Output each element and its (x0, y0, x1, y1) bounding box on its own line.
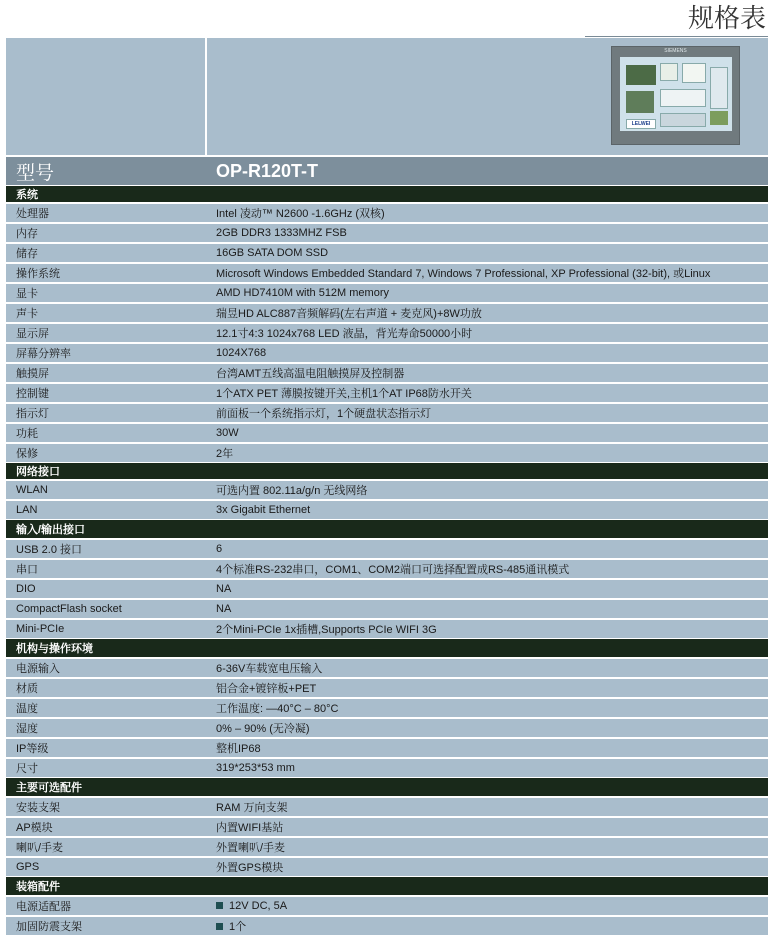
spec-value: 瑞昱HD ALC887音频解码(左右声道 + 麦克风)+8W功放 (216, 308, 482, 320)
spec-value: NA (216, 603, 232, 615)
spec-row (6, 383, 768, 403)
spec-label: CompactFlash socket (6, 599, 206, 619)
spec-value: 12V DC, 5A (229, 900, 288, 912)
spec-row (6, 857, 768, 877)
spec-value-cell (206, 423, 768, 443)
spec-label: 电源适配器 (6, 896, 206, 916)
spec-value-cell (206, 579, 768, 599)
spec-label: DIO (6, 579, 206, 599)
screen-panel (626, 65, 656, 85)
spec-label: 功耗 (6, 423, 206, 443)
spec-label: 湿度 (6, 718, 206, 738)
spec-value: 铝合金+镀锌板+PET (216, 683, 317, 695)
spec-value: 6 (216, 543, 223, 555)
spec-value: 4个标准RS-232串口，COM1、COM2端口可选择配置成RS-485通讯模式 (216, 564, 570, 576)
spec-value: 6-36V车载宽电压输入 (216, 663, 323, 675)
spec-value: AMD HD7410M with 512M memory (216, 287, 389, 299)
spec-label: 尺寸 (6, 758, 206, 778)
header-image-cell (206, 38, 768, 156)
section-title: 系统 (6, 186, 206, 204)
spec-value: Microsoft Windows Embedded Standard 7, Windows 7 Professional, XP Professional (32-bit), 或Linux (216, 268, 711, 280)
spec-value-cell (206, 758, 768, 778)
screen-panel (710, 67, 728, 109)
screen-panel (710, 111, 728, 125)
spec-label: WLAN (6, 480, 206, 500)
section-blank (206, 778, 768, 798)
spec-value: NA (216, 583, 232, 595)
model-label: 型号 (6, 156, 206, 186)
spec-value-cell (206, 480, 768, 500)
spec-value: 1个 (229, 921, 247, 933)
spec-row (6, 599, 768, 619)
spec-row (6, 658, 768, 678)
spec-label: 温度 (6, 698, 206, 718)
section-header (6, 877, 768, 897)
spec-value: 可选内置 802.11a/g/n 无线网络 (216, 485, 368, 497)
spec-label: USB 2.0 接口 (6, 539, 206, 559)
spec-value: 外置GPS模块 (216, 862, 284, 874)
spec-row (6, 579, 768, 599)
spec-value-cell (206, 896, 768, 916)
spec-value-cell (206, 343, 768, 363)
product-image (611, 46, 740, 145)
spec-row (6, 243, 768, 263)
spec-value-cell (206, 837, 768, 857)
spec-value-cell (206, 797, 768, 817)
spec-value: 319*253*53 mm (216, 762, 295, 774)
device-brand-mark: SIEMENS (664, 48, 687, 54)
spec-label: Mini-PCIe (6, 619, 206, 639)
spec-row (6, 303, 768, 323)
spec-value: 1024X768 (216, 347, 267, 359)
spec-label: 显卡 (6, 283, 206, 303)
section-title: 主要可选配件 (6, 778, 206, 798)
spec-table (6, 38, 768, 935)
spec-row (6, 738, 768, 758)
spec-row (6, 797, 768, 817)
spec-row (6, 423, 768, 443)
screen-panel (626, 91, 654, 113)
spec-row (6, 619, 768, 639)
section-header (6, 639, 768, 659)
spec-value-cell (206, 658, 768, 678)
spec-value: 外置喇叭/手麦 (216, 842, 286, 854)
section-blank (206, 463, 768, 481)
spec-row (6, 323, 768, 343)
spec-label: IP等级 (6, 738, 206, 758)
spec-row (6, 896, 768, 916)
spec-row (6, 443, 768, 463)
spec-label: 串口 (6, 559, 206, 579)
spec-row (6, 837, 768, 857)
section-header (6, 778, 768, 798)
section-blank (206, 520, 768, 540)
section-header (6, 463, 768, 481)
spec-row (6, 480, 768, 500)
section-blank (206, 639, 768, 659)
device-screen (620, 57, 732, 131)
section-blank (206, 186, 768, 204)
spec-label: 加固防震支架 (6, 916, 206, 935)
spec-label: 储存 (6, 243, 206, 263)
spec-label: 保修 (6, 443, 206, 463)
spec-row (6, 698, 768, 718)
spec-value: 整机IP68 (216, 743, 261, 755)
spec-value: RAM 万向支架 (216, 802, 288, 814)
spec-value-cell (206, 559, 768, 579)
spec-value: 2个Mini-PCIe 1x插槽,Supports PCIe WIFI 3G (216, 624, 437, 636)
section-title: 机构与操作环境 (6, 639, 206, 659)
screen-panel (660, 63, 678, 81)
spec-value-cell (206, 500, 768, 520)
spec-label: 电源输入 (6, 658, 206, 678)
spec-row (6, 758, 768, 778)
spec-label: 操作系统 (6, 263, 206, 283)
spec-value-cell (206, 678, 768, 698)
screen-panel (626, 119, 656, 129)
spec-label: LAN (6, 500, 206, 520)
model-row (6, 156, 768, 186)
spec-value-cell (206, 383, 768, 403)
spec-value-cell (206, 443, 768, 463)
spec-value-cell (206, 263, 768, 283)
spec-label: 屏幕分辨率 (6, 343, 206, 363)
header-blank-cell (6, 38, 206, 156)
spec-label: 安装支架 (6, 797, 206, 817)
spec-label: 喇叭/手麦 (6, 837, 206, 857)
spec-row (6, 403, 768, 423)
spec-value: 0% – 90% (无冷凝) (216, 723, 310, 735)
spec-value-cell (206, 619, 768, 639)
spec-row (6, 363, 768, 383)
screen-panel (682, 63, 706, 83)
spec-value: 2年 (216, 448, 234, 460)
spec-row (6, 263, 768, 283)
spec-label: 处理器 (6, 203, 206, 223)
spec-value: 1个ATX PET 薄膜按键开关,主机1个AT IP68防水开关 (216, 388, 472, 400)
spec-row (6, 678, 768, 698)
section-header (6, 186, 768, 204)
screen-panel (660, 89, 706, 107)
spec-value-cell (206, 857, 768, 877)
spec-value: 12.1寸4:3 1024x768 LED 液晶，背光寿命50000小时 (216, 328, 473, 340)
spec-row (6, 223, 768, 243)
spec-value-cell (206, 539, 768, 559)
spec-value: 2GB DDR3 1333MHZ FSB (216, 227, 347, 239)
spec-row (6, 203, 768, 223)
spec-label: GPS (6, 857, 206, 877)
spec-value-cell (206, 223, 768, 243)
spec-row (6, 539, 768, 559)
spec-label: 显示屏 (6, 323, 206, 343)
spec-label: 指示灯 (6, 403, 206, 423)
section-header (6, 520, 768, 540)
doc-title: 规格表 (687, 4, 766, 33)
section-blank (206, 877, 768, 897)
spec-value: 内置WIFI基站 (216, 822, 284, 834)
spec-label: 控制键 (6, 383, 206, 403)
spec-value-cell (206, 599, 768, 619)
spec-value: 30W (216, 427, 239, 439)
spec-row (6, 559, 768, 579)
spec-value-cell (206, 363, 768, 383)
square-bullet-icon (216, 923, 223, 930)
section-title: 装箱配件 (6, 877, 206, 897)
header-image-row (6, 38, 768, 156)
spec-value: 前面板一个系统指示灯，1个硬盘状态指示灯 (216, 408, 432, 420)
spec-value-cell (206, 718, 768, 738)
spec-value-cell (206, 698, 768, 718)
screen-panel (660, 113, 706, 127)
spec-value: Intel 凌动™ N2600 -1.6GHz (双核) (216, 208, 385, 220)
spec-label: 触摸屏 (6, 363, 206, 383)
spec-value-cell (206, 203, 768, 223)
device-logo-text: LELWEI (631, 121, 651, 127)
spec-value: 台湾AMT五线高温电阻触摸屏及控制器 (216, 368, 405, 380)
spec-label: 内存 (6, 223, 206, 243)
spec-row (6, 500, 768, 520)
spec-value-cell (206, 243, 768, 263)
spec-label: AP模块 (6, 817, 206, 837)
section-title: 输入/输出接口 (6, 520, 206, 540)
spec-row (6, 283, 768, 303)
spec-row (6, 817, 768, 837)
spec-value-cell (206, 323, 768, 343)
spec-value: 工作温度: —40°C – 80°C (216, 703, 339, 715)
spec-value-cell (206, 817, 768, 837)
section-title: 网络接口 (6, 463, 206, 481)
square-bullet-icon (216, 902, 223, 909)
spec-value: 3x Gigabit Ethernet (216, 504, 311, 516)
spec-value-cell (206, 403, 768, 423)
model-value: OP-R120T-T (206, 156, 768, 186)
spec-label: 材质 (6, 678, 206, 698)
spec-value: 16GB SATA DOM SSD (216, 247, 329, 259)
spec-row (6, 343, 768, 363)
spec-value-cell (206, 283, 768, 303)
spec-value-cell (206, 303, 768, 323)
spec-value-cell (206, 738, 768, 758)
spec-row (6, 718, 768, 738)
spec-label: 声卡 (6, 303, 206, 323)
title-rule (585, 36, 768, 37)
